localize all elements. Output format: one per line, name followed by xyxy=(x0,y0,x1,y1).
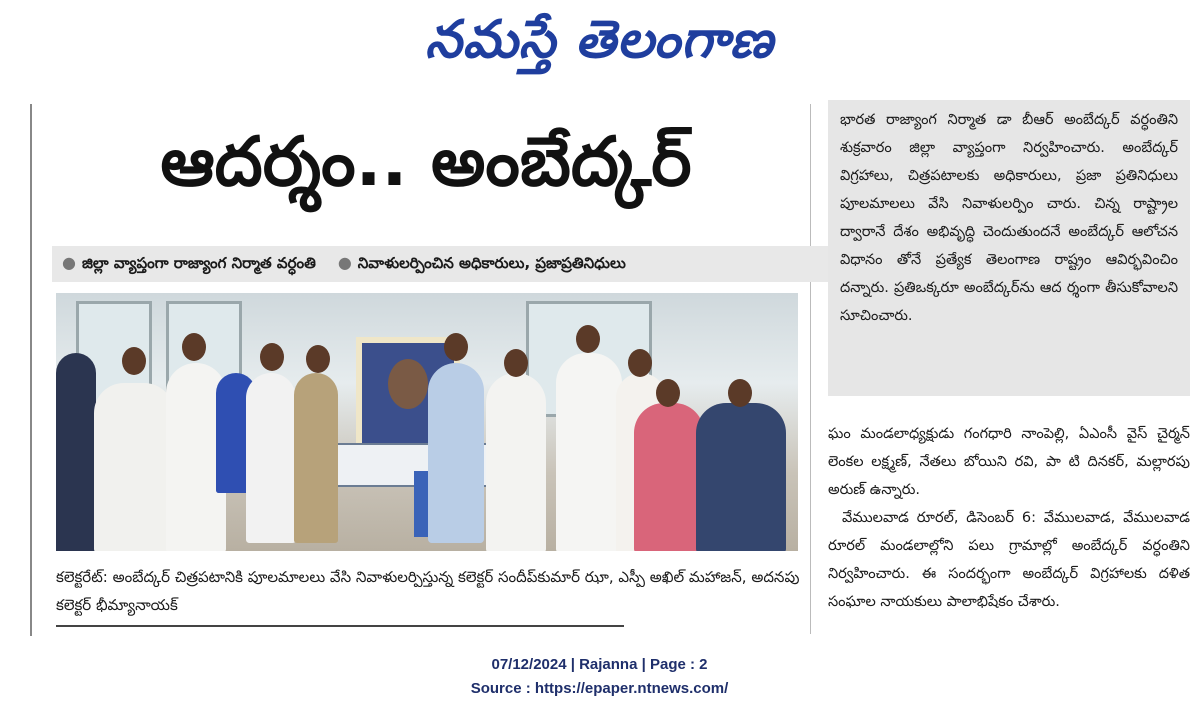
photo-person-head xyxy=(576,325,600,353)
subhead-item xyxy=(338,253,626,276)
photo-person xyxy=(56,353,96,551)
photo-person xyxy=(294,373,338,543)
photo-person-head xyxy=(444,333,468,361)
left-column-rule xyxy=(30,104,32,636)
article-headline: ఆదర్శం.. అంబేద్కర్ xyxy=(160,123,692,202)
subhead-text: నివాళులర్పించిన అధికారులు, ప్రజాప్రతినిధులు xyxy=(357,253,626,272)
photo-person xyxy=(94,383,174,551)
column-divider xyxy=(810,104,811,634)
photo-person-head xyxy=(728,379,752,407)
photo-person-head xyxy=(182,333,206,361)
footer-source-link[interactable]: Source : https://epaper.ntnews.com/ xyxy=(470,680,729,697)
photo-person-head xyxy=(504,349,528,377)
photo-person xyxy=(428,363,484,543)
photo-person xyxy=(486,373,546,551)
body-paragraph: ఘం మండలాధ్యక్షుడు గంగధారి నాంపెల్లి, ఏఎంసీ వైస్ చైర్మన్ లెంకల లక్ష్మణ్, నేతలు బోయిని రవి, పా టి దినకర్, మల్లారపు అరుణ్ ఉన్నారు. xyxy=(828,426,1190,498)
photo-person xyxy=(246,373,296,543)
body-paragraph: వేములవాడ రూరల్, డిసెంబర్ 6: వేములవాడ, వేములవాడ రూరల్ మండలాల్లోని పలు గ్రామాల్లో అంబేద్కర్ వర్ధంతిని నిర్వహించారు. ఈ సందర్భంగా అంబేద్కర్ విగ్రహాలకు దళిత సంఘాల నాయకులు పాలాభిషేకం చేశారు. xyxy=(828,510,1190,610)
photo-caption: కలెక్టరేట్: అంబేద్కర్ చిత్రపటానికి పూలమాలలు వేసి నివాళులర్పిస్తున్న కలెక్టర్ సందీప్‌కుమార్ ఝా, ఎస్పీ అఖిల్ మహాజన్, అదనపు కలెక్టర్ భీమ్యానాయక్ xyxy=(56,568,800,614)
subhead-item xyxy=(62,253,316,276)
article-body xyxy=(828,420,1190,636)
footer-date-line: 07/12/2024 | Rajanna | Page : 2 xyxy=(491,656,708,673)
photo-person-head xyxy=(656,379,680,407)
masthead-logo: నమస్తే తెలంగాణ xyxy=(425,10,774,70)
photo-person xyxy=(696,403,786,551)
article-sidebox: భారత రాజ్యాంగ నిర్మాత డా బీఆర్ అంబేద్కర్ వర్ధంతిని శుక్రవారం జిల్లా వ్యాప్తంగా నిర్వహించారు. అంబేద్కర్ విగ్రహాలు, చిత్రపటాలకు అధికారులు, ప్రజా ప్రతినిధులు పూలమాలలు వేసి నివాళులర్పిం చారు. చిన్న రాష్ట్రాల ద్వారానే దేశం అభివృద్ధి చెందుతుందనే అంబేద్కర్ ఆలోచన విధానం తోనే ప్రత్యేక తెలంగాణ రాష్ట్రం ఆవిర్భవించిం దన్నారు. ప్రతిఒక్కరూ అంబేద్కర్‌ను ఆద ర్శంగా తీసుకోవాలని సూచించారు. xyxy=(828,100,1190,396)
caption-underline xyxy=(56,625,624,627)
photo-person-head xyxy=(122,347,146,375)
bullet-icon: ● xyxy=(337,252,352,272)
subhead-bar xyxy=(52,246,832,282)
photo-person xyxy=(634,403,704,551)
news-photo xyxy=(56,293,798,551)
bullet-icon: ● xyxy=(62,252,76,272)
subhead-text: జిల్లా వ్యాప్తంగా రాజ్యాంగ నిర్మాత వర్ధంతి xyxy=(81,253,316,272)
photo-person-head xyxy=(260,343,284,371)
photo-person xyxy=(556,353,622,551)
photo-person-head xyxy=(306,345,330,373)
photo-person-head xyxy=(628,349,652,377)
